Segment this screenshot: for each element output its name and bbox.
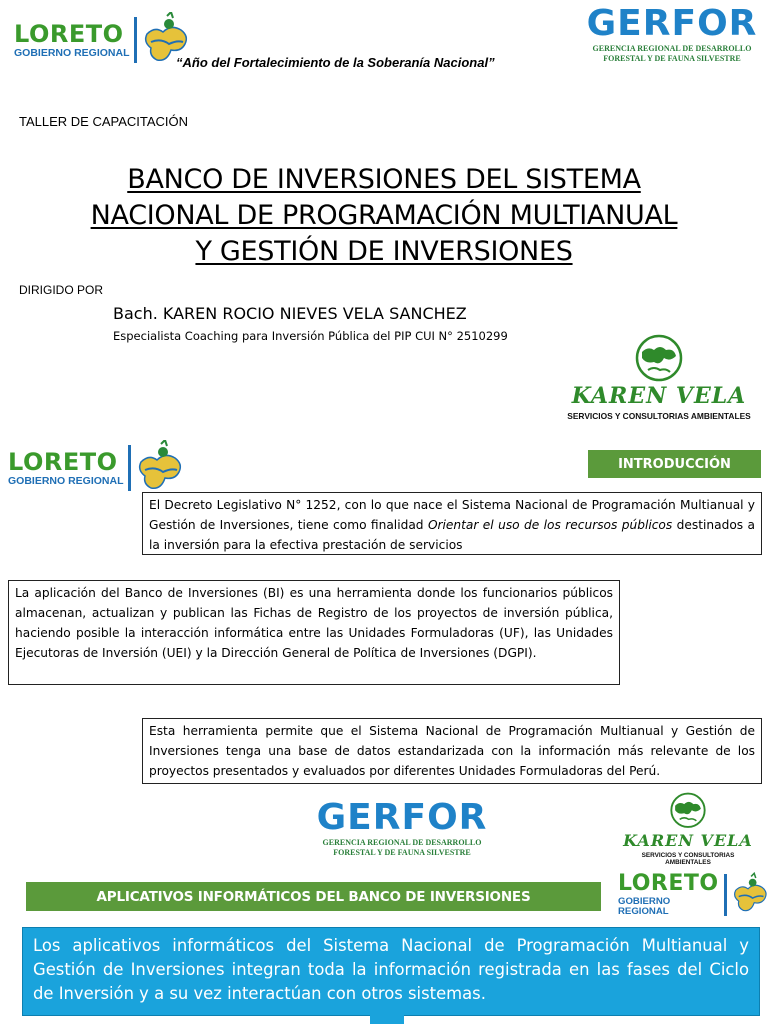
apps-section-bar: APLICATIVOS INFORMÁTICOS DEL BANCO DE INVERSIONES xyxy=(26,882,601,911)
introduction-badge: INTRODUCCIÓN xyxy=(588,450,761,478)
gerfor-logo xyxy=(586,3,758,63)
author-role: Especialista Coaching para Inversión Pública del PIP CUI N° 2510299 xyxy=(113,329,508,343)
karen-vela-logo-subtitle: SERVICIOS Y CONSULTORIAS AMBIENTALES xyxy=(567,411,751,421)
loreto-logo-subtitle: GOBIERNO REGIONAL xyxy=(8,474,124,487)
gerfor-logo-secondary xyxy=(316,797,488,857)
gerfor-logo-line2: FORESTAL Y DE FAUNA SILVESTRE xyxy=(333,847,471,857)
loreto-logo-tertiary xyxy=(618,872,768,918)
lightbulb-globe-icon xyxy=(663,792,713,830)
blue-box-connector xyxy=(370,1014,404,1024)
gerfor-logo-line1: GERENCIA REGIONAL DE DESARROLLO xyxy=(592,44,752,53)
loreto-emblem-icon xyxy=(135,440,185,496)
loreto-logo-subtitle: GOBIERNO REGIONAL xyxy=(14,46,130,59)
apps-description-box: Los aplicativos informáticos del Sistema Nacional de Programación Multianual y Gestión de Inversiones integran toda la información registrada en las fases del Ciclo de Inversión y a su vez interactúan con otros sistemas. xyxy=(22,927,760,1016)
karen-vela-logo xyxy=(566,334,752,421)
loreto-logo-word: LORETO xyxy=(8,447,118,476)
karen-vela-logo-word: KAREN VELA xyxy=(571,383,747,409)
karen-vela-logo-subtitle: SERVICIOS Y CONSULTORIAS AMBIENTALES xyxy=(641,852,735,866)
page-title xyxy=(0,162,768,270)
intro-paragraph-3: Esta herramienta permite que el Sistema Nacional de Programación Multianual y Gestión de Inversiones tenga una base de datos estandarizada con la información más relevante de los proyectos presentados y evaluados por diferentes Unidades Formuladoras del Perú. xyxy=(142,718,762,784)
loreto-logo xyxy=(14,12,191,68)
intro-p1-text-a: El Decreto Legislativo N° 1252, con lo que nace el Sistema Nacional de Programación Multianual y Gestión de Inversiones, tiene como finalidad xyxy=(149,498,755,532)
karen-vela-logo-word: KAREN VELA xyxy=(623,831,753,850)
title-line-3: Y GESTIÓN DE INVERSIONES xyxy=(195,236,573,267)
gerfor-logo-word: GERFOR xyxy=(586,3,758,44)
loreto-emblem-icon xyxy=(731,872,768,918)
intro-p1-text-b: destinados a la inversión para la efectiva prestación de servicios xyxy=(149,518,756,552)
year-motto: “Año del Fortalecimiento de la Soberanía Nacional” xyxy=(176,55,495,70)
directed-by-label: DIRIGIDO POR xyxy=(19,283,104,297)
loreto-logo-word: LORETO xyxy=(14,19,124,48)
gerfor-logo-line1: GERENCIA REGIONAL DE DESARROLLO xyxy=(322,838,482,847)
intro-paragraph-2: La aplicación del Banco de Inversiones (BI) es una herramienta donde los funcionarios públicos almacenan, actualizan y publican las Fichas de Registro de los proyectos de inversión pública, haciendo posible la interacción informática entre las Unidades Formuladoras (UF), las Unidades Ejecutoras de Inversión (UEI) y la Dirección General de Política de Inversiones (DGPI). xyxy=(8,580,620,685)
intro-paragraph-1 xyxy=(142,492,762,555)
karen-vela-logo-secondary xyxy=(618,792,758,866)
loreto-logo-secondary xyxy=(8,440,185,496)
gerfor-logo-line2: FORESTAL Y DE FAUNA SILVESTRE xyxy=(603,53,741,63)
author-name: Bach. KAREN ROCIO NIEVES VELA SANCHEZ xyxy=(113,304,467,323)
loreto-logo-divider xyxy=(134,17,137,63)
gerfor-logo-word: GERFOR xyxy=(316,797,488,838)
title-line-1: BANCO DE INVERSIONES DEL SISTEMA xyxy=(127,164,641,195)
loreto-logo-divider xyxy=(724,874,727,916)
loreto-logo-divider xyxy=(128,445,131,491)
workshop-label: TALLER DE CAPACITACIÓN xyxy=(19,114,189,129)
lightbulb-globe-icon xyxy=(626,334,692,384)
loreto-logo-word: LORETO xyxy=(618,871,719,897)
intro-p1-emphasis: Orientar el uso de los recursos públicos xyxy=(427,518,673,532)
loreto-logo-subtitle: GOBIERNO REGIONAL xyxy=(618,896,671,917)
title-line-2: NACIONAL DE PROGRAMACIÓN MULTIANUAL xyxy=(90,200,678,231)
